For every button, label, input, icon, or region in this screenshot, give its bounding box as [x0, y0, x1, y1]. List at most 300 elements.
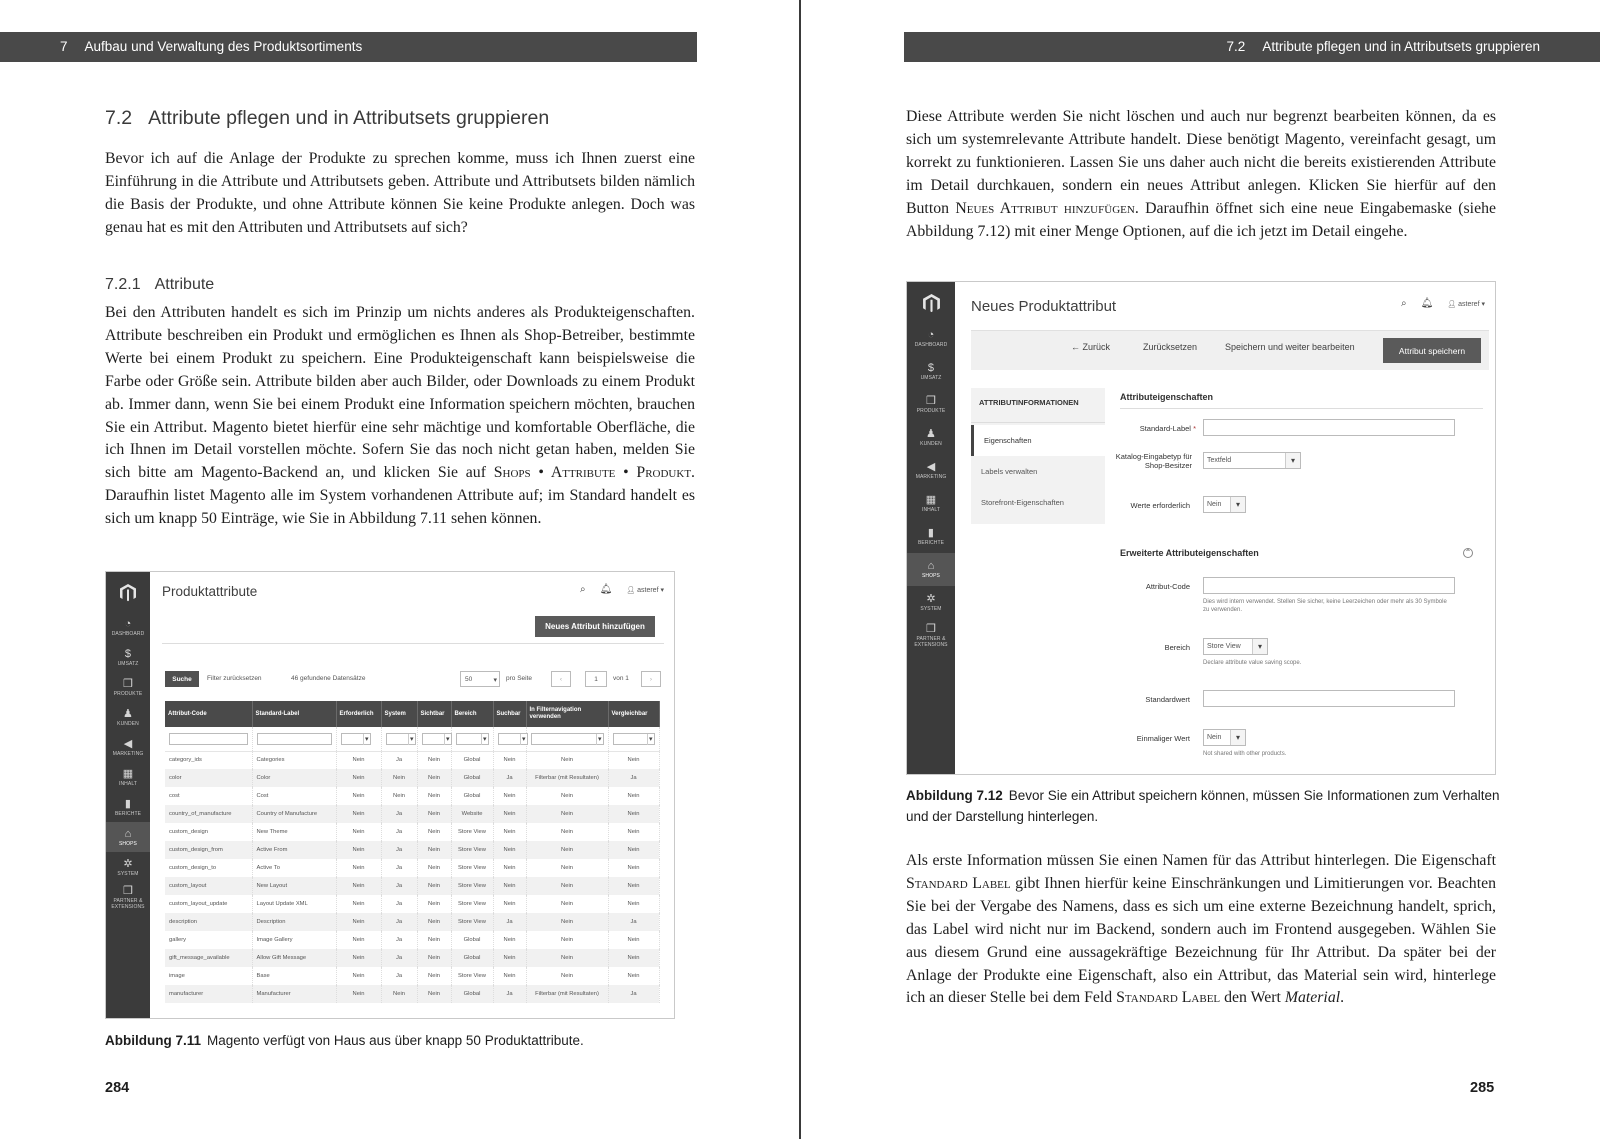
table-cell: Nein [526, 913, 608, 931]
table-cell: manufacturer [165, 985, 252, 1003]
table-row[interactable] [165, 931, 659, 949]
right-running-header [904, 32, 1600, 62]
admin-sidebar [106, 572, 150, 1018]
chapter-title: Aufbau und Verwaltung des Produktsortiments [84, 39, 363, 54]
sidebar-icon: ▦ [122, 767, 134, 780]
table-cell: Nein [336, 859, 381, 877]
subsection-heading [105, 276, 214, 294]
caption-label: Abbildung 7.11 [105, 1033, 202, 1048]
sidebar-menu [907, 322, 955, 652]
chevron-down-icon: ▾ [493, 677, 497, 684]
unique-value-note: Not shared with other products. [1203, 751, 1287, 757]
table-cell: Nein [417, 931, 451, 949]
paragraph-text-mid: gibt Ihnen hierfür keine Einschränkungen und Limitierungen vor. Beachten Sie bei der Vergabe des Namens, dass es sich um eine externe Bezeichnung handelt, sprich, das Label wird nicht nur im Backend, sondern auch im Frontend ausgegeben. Wählen Sie aus diesem Grund eine aussagekräftige Bezeichnung für Ihr Attribut. Da später bei der Anlage der Produkte eine Eigenschaft, also ein Attribut, das Material sein wird, hinterlege ich an dieser Stelle bei dem Feld [906, 874, 1496, 1007]
scope-select[interactable]: Store View ▾ [1203, 638, 1268, 655]
attribute-paragraph-end: . Daraufhin listet Magento alle im System vorhandenen Attribute auf; im Standard handelt es sich um knapp 50 Einträge, wie Sie in Abbildung 7.11 sehen können. [105, 464, 695, 528]
table-cell: Ja [381, 823, 417, 841]
admin-top-icons [580, 584, 664, 595]
bell-icon[interactable]: 🔔︎ [1420, 298, 1434, 309]
sidebar-item-system[interactable] [907, 586, 955, 619]
column-header[interactable]: System [381, 701, 417, 727]
admin-top-icons [1401, 298, 1485, 309]
sidebar-item-produkte[interactable] [907, 388, 955, 421]
standard-label-input[interactable] [1203, 419, 1455, 436]
table-cell: Nein [381, 769, 417, 787]
sidebar-item-partner-extensions[interactable] [106, 882, 150, 912]
table-cell: Store View [451, 913, 493, 931]
reset-button[interactable]: Zurücksetzen [1143, 342, 1198, 352]
left-running-header [0, 32, 697, 62]
page-gutter-divider [799, 0, 801, 1139]
sidebar-icon: ▮ [927, 527, 935, 539]
table-cell: Active From [252, 841, 336, 859]
filter-select[interactable] [456, 733, 489, 745]
table-row[interactable] [165, 823, 659, 841]
back-button[interactable]: ← Zurück [1071, 342, 1111, 352]
sidebar-item-inhalt[interactable] [907, 487, 955, 520]
table-cell: Nein [526, 823, 608, 841]
table-cell: Categories [252, 751, 336, 769]
table-cell: Nein [493, 751, 526, 769]
table-cell: Nein [608, 859, 659, 877]
table-cell: Nein [417, 859, 451, 877]
filter-cell [252, 727, 336, 751]
sidebar-item-kunden[interactable] [907, 421, 955, 454]
sidebar-label: PRODUKTE [916, 408, 946, 414]
subsection-number: 7.2.1 [105, 276, 141, 293]
search-icon[interactable]: ⌕ [1400, 298, 1407, 309]
table-cell: Ja [493, 913, 526, 931]
table-cell: color [165, 769, 252, 787]
table-cell: Nein [336, 895, 381, 913]
table-cell: Ja [381, 841, 417, 859]
table-cell: Global [451, 751, 493, 769]
sidebar-icon: ❒ [926, 623, 936, 635]
sidebar-item-shops[interactable] [106, 822, 150, 852]
figure-7-12-screenshot [906, 281, 1496, 775]
table-cell: Nein [526, 931, 608, 949]
prev-page-button[interactable]: ‹ [551, 671, 571, 687]
table-cell: Nein [336, 949, 381, 967]
sidebar-icon: ❒ [123, 884, 133, 897]
section-heading [105, 107, 549, 130]
caption-text: Bevor Sie ein Attribut speichern können, müssen Sie Informationen zum Verhalten und der Darstellung hinterlegen. [906, 788, 1500, 824]
page-input[interactable]: 1 [585, 671, 607, 687]
table-cell: Color [252, 769, 336, 787]
table-cell: Nein [336, 823, 381, 841]
table-cell: Nein [493, 841, 526, 859]
scope-label: Bereich [1164, 643, 1190, 652]
catalog-input-type-select[interactable]: Textfeld ▾ [1203, 452, 1301, 469]
table-cell: Nein [608, 787, 659, 805]
table-cell: Ja [381, 877, 417, 895]
sidebar-item-marketing[interactable] [106, 732, 150, 762]
table-cell: Nein [336, 931, 381, 949]
table-row[interactable] [165, 841, 659, 859]
table-row[interactable] [165, 805, 659, 823]
table-cell: Store View [451, 967, 493, 985]
sidebar-icon: ◔ [927, 329, 935, 341]
filter-input[interactable] [169, 733, 248, 745]
table-row[interactable] [165, 967, 659, 985]
table-cell: Ja [381, 913, 417, 931]
table-cell: Nein [608, 967, 659, 985]
filter-select[interactable] [422, 733, 452, 745]
table-cell: Base [252, 967, 336, 985]
sidebar-item-inhalt[interactable] [106, 762, 150, 792]
table-cell: Ja [608, 769, 659, 787]
user-menu[interactable]: 👤︎ asteref ▾ [626, 586, 664, 594]
figure-7-12-caption [906, 785, 1506, 827]
table-cell: Ja [608, 913, 659, 931]
table-cell: Nein [526, 751, 608, 769]
sidebar-item-partner-extensions[interactable] [907, 619, 955, 652]
sidebar-icon: ▦ [925, 494, 937, 506]
table-cell: custom_design_to [165, 859, 252, 877]
user-menu[interactable]: 👤︎ asteref ▾ [1447, 300, 1485, 308]
caption-text: Magento verfügt von Haus aus über knapp 50 Produktattribute. [207, 1033, 584, 1048]
sidebar-item-produkte[interactable] [106, 672, 150, 702]
sidebar-item-berichte[interactable] [106, 792, 150, 822]
table-row[interactable] [165, 769, 659, 787]
default-value-label: Standardwert [1145, 695, 1190, 704]
table-cell: Nein [526, 805, 608, 823]
table-cell: Cost [252, 787, 336, 805]
standard-label-label [1112, 424, 1196, 433]
sidebar-label: SYSTEM [920, 606, 942, 612]
table-cell: Ja [493, 769, 526, 787]
table-cell: Nein [526, 877, 608, 895]
table-cell: Layout Update XML [252, 895, 336, 913]
table-cell: Nein [336, 877, 381, 895]
sidebar-icon: $ [927, 362, 935, 374]
table-cell: country_of_manufacture [165, 805, 252, 823]
table-cell: Nein [417, 913, 451, 931]
sidebar-icon: ✲ [926, 593, 936, 605]
table-row[interactable] [165, 787, 659, 805]
sidebar-icon: ⌂ [927, 560, 935, 572]
table-cell: custom_layout_update [165, 895, 252, 913]
table-cell: Global [451, 769, 493, 787]
table-cell: Nein [493, 967, 526, 985]
sidebar-icon: ⌂ [124, 827, 132, 840]
filter-select[interactable] [613, 733, 655, 745]
add-attribute-button[interactable]: Neues Attribut hinzufügen [535, 616, 655, 637]
table-cell: New Layout [252, 877, 336, 895]
table-row[interactable] [165, 877, 659, 895]
filter-select[interactable] [341, 733, 371, 745]
table-cell: Nein [526, 967, 608, 985]
values-required-select[interactable]: Nein ▾ [1203, 496, 1246, 513]
chapter-number: 7 [60, 39, 68, 54]
table-cell: Nein [336, 805, 381, 823]
sidebar-label: DASHBOARD [914, 342, 948, 348]
column-header[interactable]: Vergleichbar [608, 701, 659, 727]
button-reference: Neues Attribut hinzufügen [955, 199, 1135, 217]
search-icon[interactable]: ⌕ [579, 584, 586, 595]
attribute-paragraph [105, 302, 695, 531]
table-cell: Active To [252, 859, 336, 877]
table-cell: description [165, 913, 252, 931]
table-cell: Ja [381, 895, 417, 913]
sidebar-icon: $ [124, 647, 132, 660]
user-name: asteref [637, 586, 659, 594]
sidebar-item-shops[interactable] [907, 553, 955, 586]
filter-cell [336, 727, 381, 751]
table-cell: Ja [381, 751, 417, 769]
required-mark: * [1193, 424, 1196, 433]
bell-icon[interactable]: 🔔︎ [599, 584, 613, 595]
subsection-title: Attribute [154, 276, 215, 293]
table-cell: Nein [417, 895, 451, 913]
column-header[interactable]: Attribut-Code [165, 701, 252, 727]
table-cell: Nein [336, 841, 381, 859]
paragraph-text: Diese Attribute werden Sie nicht löschen und auch nur begrenzt bearbeiten können, da es sich um systemrelevante Attribute handelt. Diese benötigt Magento, vereinfacht gesagt, um korrekt zu funktionieren. Lassen Sie uns daher auch nicht die bereits existierenden Attribute im Detail durchkauen, sondern ein neues Attribut anlegen. Klicken Sie hierfür auf den Button [906, 108, 1496, 217]
sidebar-label: DASHBOARD [111, 630, 145, 637]
sidebar-label: SHOPS [118, 840, 137, 847]
table-cell: Nein [336, 751, 381, 769]
right-paragraph-1 [906, 106, 1496, 243]
table-cell: Store View [451, 895, 493, 913]
paragraph-text-end: . Daraufhin öffnet sich eine neue Eingabemaske (siehe Abbildung 7.12) mit einer Menge Optionen, auf die ich jetzt im Detail eingehe. [906, 199, 1496, 240]
example-value: Material [1284, 989, 1341, 1007]
table-cell: Nein [608, 931, 659, 949]
section-number: 7.2 [105, 107, 133, 129]
sidebar-item-marketing[interactable] [907, 454, 955, 487]
table-cell: Ja [381, 949, 417, 967]
table-cell: Nein [417, 841, 451, 859]
sidebar-item-system[interactable] [106, 852, 150, 882]
sidebar-label: INHALT [118, 780, 137, 787]
table-cell: Nein [608, 877, 659, 895]
sidebar-label: BERICHTE [114, 810, 142, 817]
table-cell: Nein [493, 895, 526, 913]
filter-cell [526, 727, 608, 751]
table-cell: Nein [417, 967, 451, 985]
table-cell: Manufacturer [252, 985, 336, 1003]
tab-properties[interactable]: Eigenschaften [971, 425, 1105, 456]
advanced-properties-heading: Erweiterte Attributeigenschaften [1120, 548, 1259, 558]
search-button[interactable]: Suche [165, 671, 199, 687]
table-cell: Image Gallery [252, 931, 336, 949]
table-cell: Nein [493, 859, 526, 877]
magento-logo [106, 572, 150, 612]
sidebar-label: MARKETING [112, 750, 144, 757]
table-cell: Nein [608, 841, 659, 859]
tab-manage-labels[interactable]: Labels verwalten [981, 467, 1038, 476]
table-row[interactable] [165, 895, 659, 913]
sidebar-icon: ♟ [926, 428, 936, 440]
table-row[interactable] [165, 913, 659, 931]
table-cell: cost [165, 787, 252, 805]
table-cell: custom_layout [165, 877, 252, 895]
sidebar-icon: ◀ [926, 461, 936, 473]
per-page-select[interactable] [460, 671, 500, 687]
scope-note: Declare attribute value saving scope. [1203, 660, 1302, 666]
reset-filter-link[interactable]: Filter zurücksetzen [207, 675, 262, 682]
attribute-code-note: Dies wird intern verwendet. Stellen Sie sicher, keine Leerzeichen oder mehr als 30 Symbole zu verwenden. [1203, 599, 1447, 613]
table-cell: Nein [336, 769, 381, 787]
table-cell: Nein [526, 841, 608, 859]
table-cell: Website [451, 805, 493, 823]
unique-value-label: Einmaliger Wert [1136, 734, 1190, 743]
save-attribute-button[interactable]: Attribut speichern [1383, 338, 1481, 363]
sidebar-label: KUNDEN [117, 720, 139, 727]
tabs-header: ATTRIBUTINFORMATIONEN [971, 388, 1105, 423]
section-number: 7.2 [1226, 39, 1246, 54]
table-cell: Nein [493, 949, 526, 967]
table-cell: Allow Gift Message [252, 949, 336, 967]
table-cell: custom_design_from [165, 841, 252, 859]
table-cell: Ja [381, 805, 417, 823]
table-cell: Nein [336, 787, 381, 805]
sidebar-label: MARKETING [915, 474, 947, 480]
table-cell: Nein [417, 787, 451, 805]
table-cell: Nein [417, 949, 451, 967]
sidebar-icon: ▮ [124, 797, 132, 810]
attribute-paragraph-text: Bei den Attributen handelt es sich im Prinzip um nichts anderes als Produkteigenschaften. Attribute beschreiben ein Produkt und ermöglichen es Ihnen als Shop-Betreiber, bestimmte Werte bei einem Produkt zu speichern. Eine Produkteigenschaft kann beispielsweise die Farbe oder Größe sein. Attribute bilden aber auch Bilder, oder Downloads zu einem Produkt ab. Immer dann, wenn Sie bei einem Produkt eine Information speichern möchten, brauchen Sie ein Attribut. Magento bietet hierfür eine sehr mächtige und komfortable Oberfläche, die ich Ihnen im Detail vorstellen möchte. Sofern Sie das noch nicht getan haben, melden Sie sich bitte am Magento-Backend an, und klicken Sie auf [105, 304, 695, 482]
column-header[interactable]: Suchbar [493, 701, 526, 727]
table-row[interactable] [165, 859, 659, 877]
table-cell: New Theme [252, 823, 336, 841]
table-row[interactable] [165, 751, 659, 769]
table-cell: Ja [381, 931, 417, 949]
filter-row [165, 727, 659, 751]
attribute-grid [165, 701, 660, 1003]
next-page-button[interactable]: › [641, 671, 661, 687]
table-cell: Nein [608, 805, 659, 823]
sidebar-label: INHALT [921, 507, 940, 513]
page-title: Produktattribute [162, 584, 258, 599]
column-header[interactable]: In Filternavigation verwenden [526, 701, 608, 727]
table-cell: Nein [526, 859, 608, 877]
sidebar-label: PARTNER & EXTENSIONS [914, 636, 948, 648]
column-header[interactable]: Erforderlich [336, 701, 381, 727]
caption-label: Abbildung 7.12 [906, 788, 1003, 803]
filter-input[interactable] [257, 733, 332, 745]
sidebar-item-kunden[interactable] [106, 702, 150, 732]
table-cell: Store View [451, 841, 493, 859]
table-cell: Global [451, 985, 493, 1003]
right-page-number: 285 [1470, 1080, 1495, 1096]
catalog-input-type-label: Katalog-Eingabetyp für Shop-Besitzer [1115, 452, 1192, 470]
field-reference-2: Standard Label [1116, 989, 1221, 1007]
table-cell: Ja [608, 985, 659, 1003]
filter-select[interactable] [386, 733, 416, 745]
table-cell: Nein [526, 949, 608, 967]
sidebar-label: SHOPS [921, 573, 940, 579]
right-paragraph-2 [906, 850, 1496, 1010]
sidebar-label: UMSATZ [920, 375, 942, 381]
table-cell: Nein [493, 805, 526, 823]
figure-7-11-caption [105, 1030, 705, 1051]
sidebar-item-umsatz[interactable] [106, 642, 150, 672]
table-cell: Nein [381, 985, 417, 1003]
page-of-label: von 1 [613, 675, 629, 682]
table-cell: Nein [417, 751, 451, 769]
filter-select[interactable] [531, 733, 604, 745]
standard-label-text: Standard-Label [1139, 424, 1191, 433]
table-cell: Nein [608, 949, 659, 967]
attribute-code-input[interactable] [1203, 577, 1455, 594]
sidebar-label: SYSTEM [117, 870, 139, 877]
per-page-label: pro Seite [506, 675, 533, 682]
default-value-input[interactable] [1203, 690, 1455, 707]
paragraph-text-value-intro: den Wert [1224, 989, 1281, 1007]
table-cell: Store View [451, 859, 493, 877]
sidebar-icon: ✲ [123, 857, 133, 870]
section-separator [1120, 408, 1483, 409]
per-page-value: 50 [465, 676, 473, 683]
table-cell: Nein [417, 877, 451, 895]
records-count: 46 gefundene Datensätze [291, 675, 366, 682]
collapse-icon[interactable]: ⌃ [1464, 548, 1472, 557]
filter-select[interactable] [498, 733, 528, 745]
filter-cell [451, 727, 493, 751]
table-cell: Nein [526, 787, 608, 805]
table-cell: Nein [336, 967, 381, 985]
column-header[interactable]: Sichtbar [417, 701, 451, 727]
paragraph-text: Als erste Information müssen Sie einen Namen für das Attribut hinterlegen. Die Eigenschaft [906, 852, 1496, 869]
tab-storefront-properties[interactable]: Storefront-Eigenschaften [981, 498, 1064, 507]
sidebar-item-dashboard[interactable] [106, 612, 150, 642]
column-header[interactable]: Standard-Label [252, 701, 336, 727]
table-cell: gift_message_available [165, 949, 252, 967]
table-cell: Nein [493, 931, 526, 949]
intro-paragraph: Bevor ich auf die Anlage der Produkte zu sprechen komme, muss ich Ihnen zuerst eine Einführung in die Attribute und Attributsets geben. Attribute und Attributsets bilden nämlich die Basis der Produkte, und ohne Attribute können Sie keine Produkte anlegen. Doch was genau hat es mit den Attributen und Attributsets auf sich? [105, 150, 695, 236]
grid-body [165, 727, 659, 1003]
table-row[interactable] [165, 985, 659, 1003]
grid-toolbar [165, 671, 659, 687]
filter-cell [165, 727, 252, 751]
grid-header-row [165, 701, 659, 727]
table-cell: Nein [493, 877, 526, 895]
table-cell: Nein [417, 805, 451, 823]
table-cell: Description [252, 913, 336, 931]
filter-cell [381, 727, 417, 751]
sidebar-icon: ❒ [926, 395, 936, 407]
table-cell: Nein [336, 913, 381, 931]
table-cell: custom_design [165, 823, 252, 841]
column-header[interactable]: Bereich [451, 701, 493, 727]
sidebar-item-umsatz[interactable] [907, 355, 955, 388]
table-cell: Nein [417, 823, 451, 841]
page-title: Neues Produktattribut [971, 298, 1117, 315]
filter-cell [417, 727, 451, 751]
table-cell: Nein [526, 895, 608, 913]
menu-path: Shops • Attribute • Produkt [493, 464, 692, 482]
sidebar-item-dashboard[interactable] [907, 322, 955, 355]
admin-sidebar [907, 282, 955, 774]
table-cell: Nein [381, 787, 417, 805]
sidebar-icon: ♟ [123, 707, 133, 720]
magento-logo [907, 282, 955, 322]
table-cell: Nein [493, 823, 526, 841]
save-continue-button[interactable]: Speichern und weiter bearbeiten [1225, 342, 1355, 352]
table-cell: Nein [336, 985, 381, 1003]
table-cell: Ja [381, 967, 417, 985]
field-reference: Standard Label [906, 874, 1011, 892]
table-cell: Global [451, 787, 493, 805]
sidebar-item-berichte[interactable] [907, 520, 955, 553]
attribute-tabs [971, 388, 1105, 524]
table-cell: Global [451, 931, 493, 949]
table-row[interactable] [165, 949, 659, 967]
section-title: Attribute pflegen und in Attributsets gruppieren [1262, 39, 1540, 54]
unique-value-select[interactable]: Nein ▾ [1203, 729, 1246, 746]
table-cell: Nein [493, 787, 526, 805]
table-cell: Nein [417, 769, 451, 787]
